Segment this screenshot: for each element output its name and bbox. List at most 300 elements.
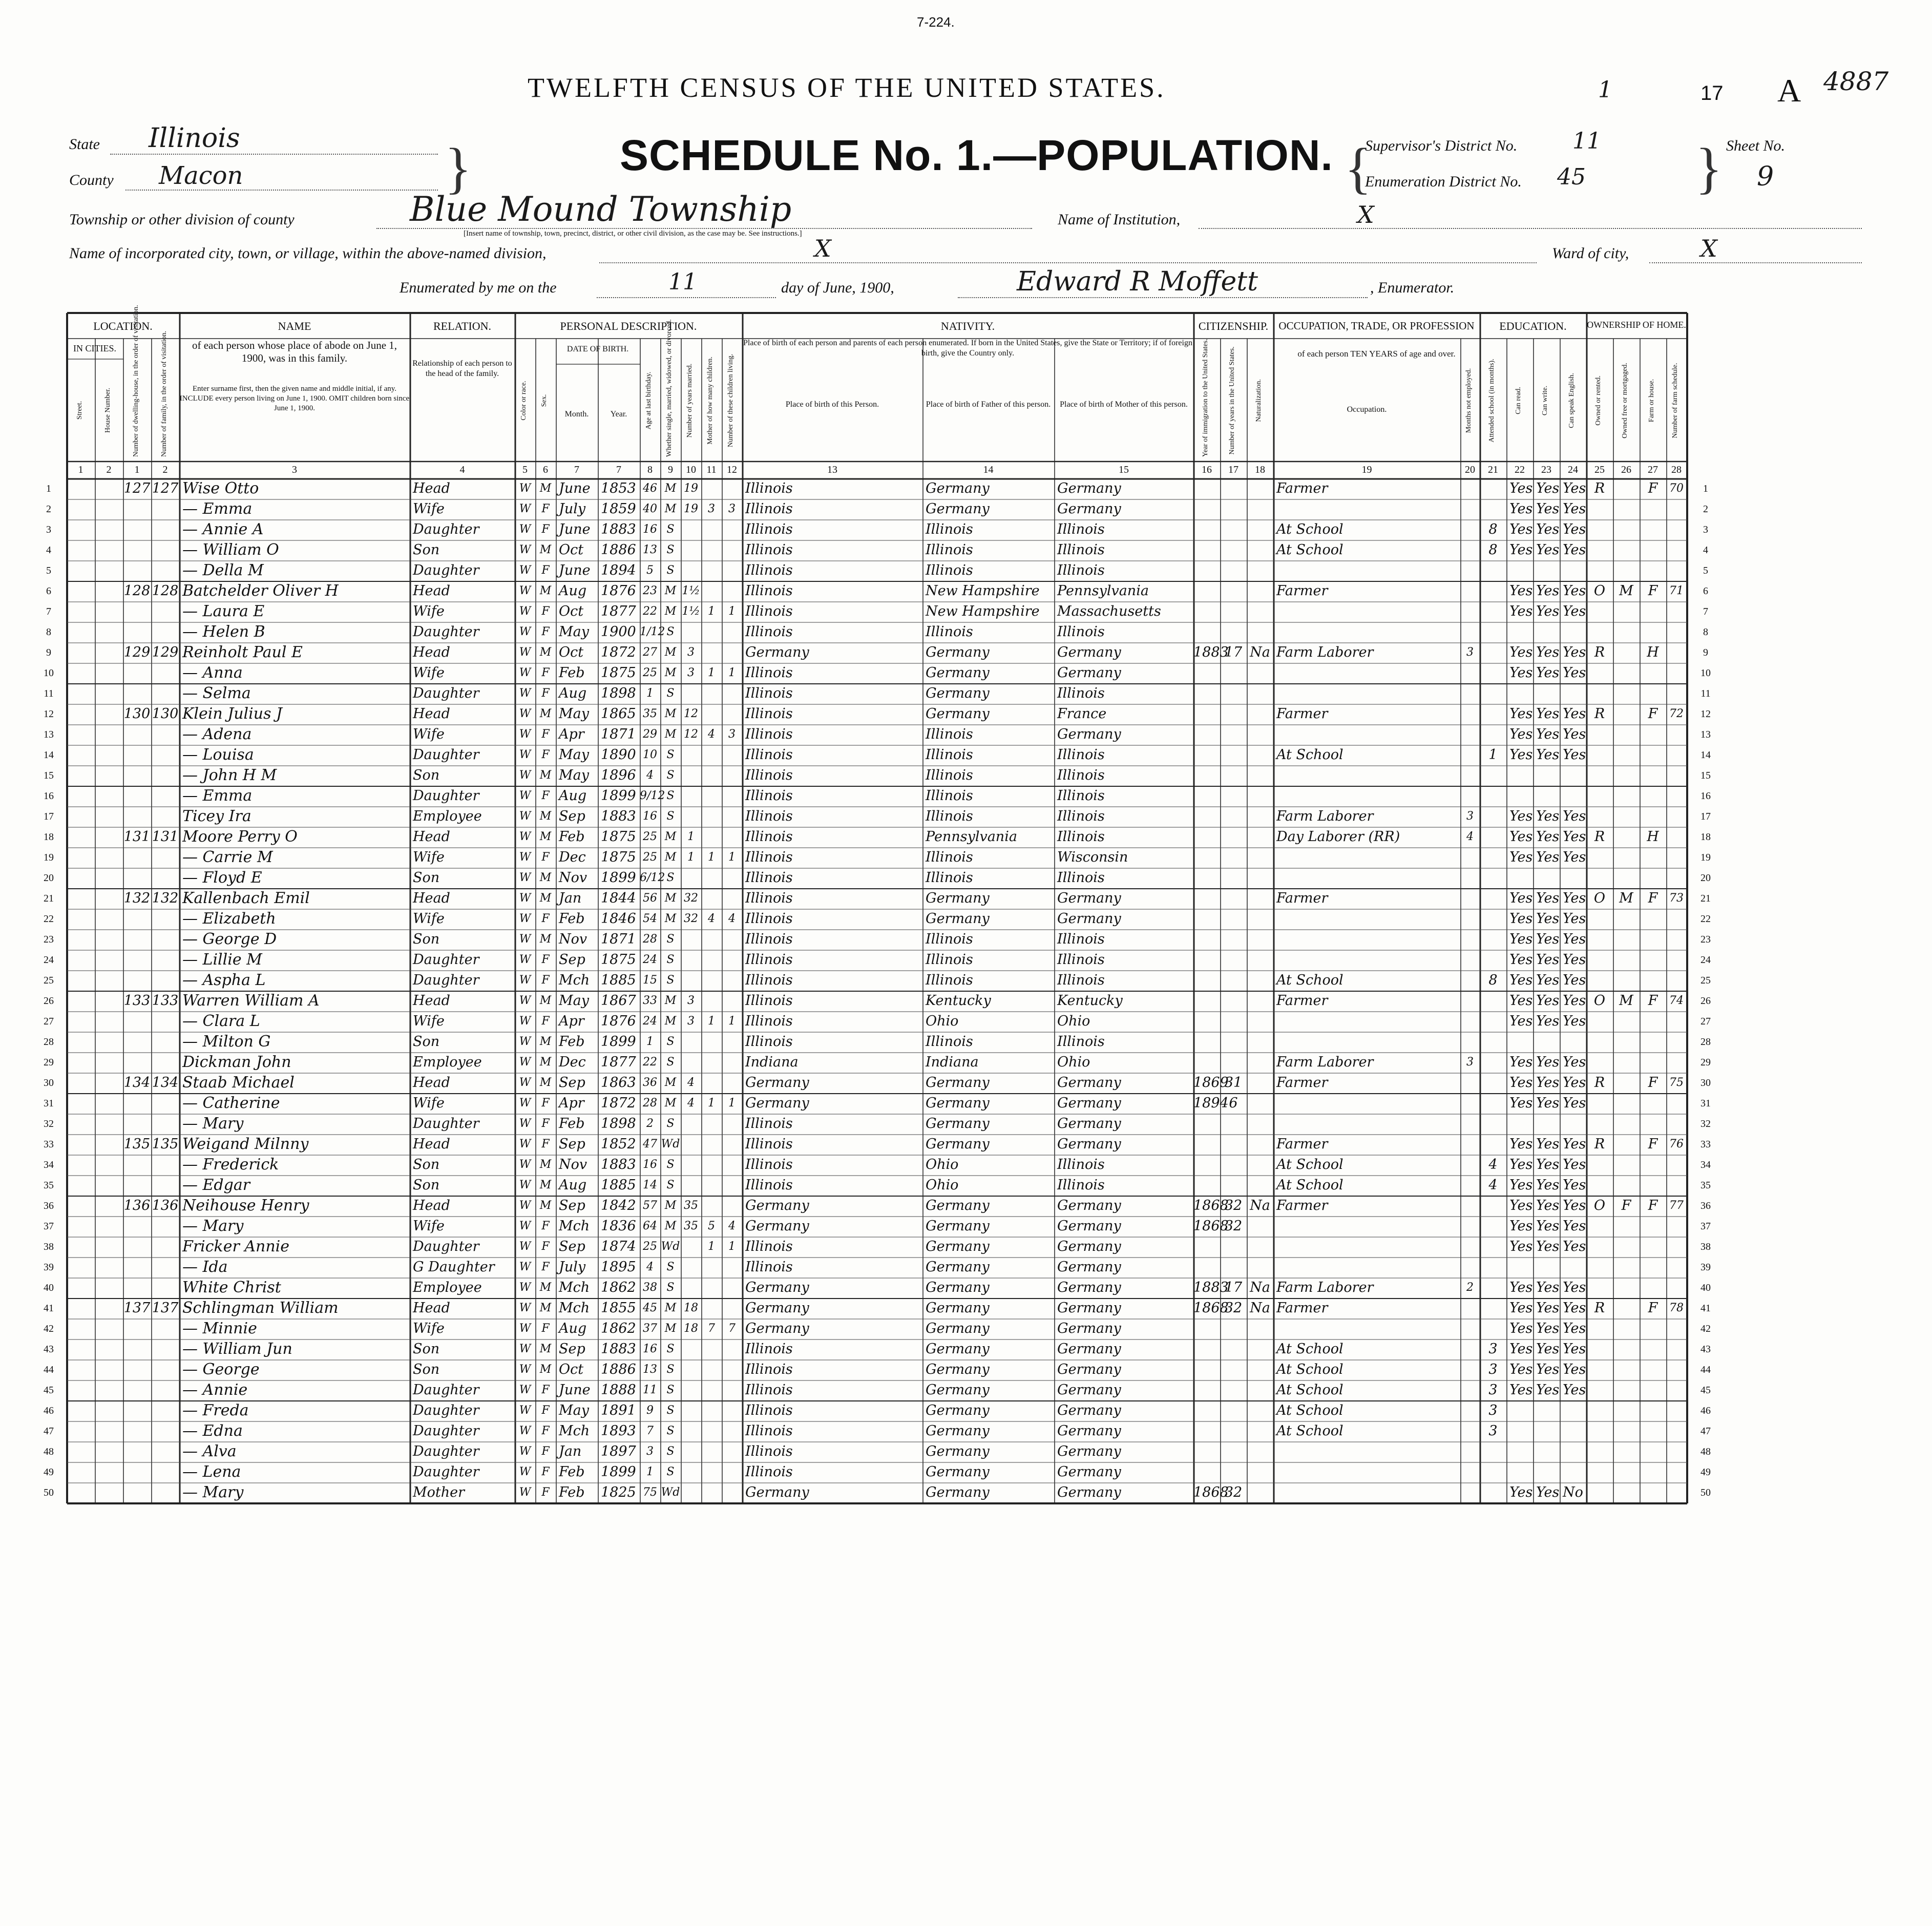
column-label-1: Street. <box>75 401 83 420</box>
enumerated-mid: day of June, 1900, <box>781 279 894 296</box>
cell-sex: F <box>541 625 550 638</box>
cell-mar: M <box>664 605 677 618</box>
line-number-left: 35 <box>44 1180 54 1191</box>
cell-race: W <box>519 1261 531 1273</box>
cell-bp: Illinois <box>745 911 793 927</box>
column-number-7: 5 <box>522 464 528 475</box>
group-name-inst: Enter surname first, then the given name and middle initial, if any. INCLUDE every person living on June 1, 1900. OMIT children born since June 1, 1900. <box>179 385 410 412</box>
line-number-left: 2 <box>46 504 51 515</box>
line-number-right: 10 <box>1700 667 1711 679</box>
cell-sex: M <box>539 646 552 659</box>
column-number-30: 27 <box>1648 464 1658 475</box>
cell-mo: June <box>559 480 591 496</box>
cell-age: 35 <box>643 707 657 720</box>
cell-sex: F <box>541 1425 550 1437</box>
cell-sch: 3 <box>1488 1423 1498 1439</box>
cell-mo: Mch <box>559 1423 590 1439</box>
cell-wr: Yes <box>1536 747 1560 763</box>
cell-wr: Yes <box>1536 542 1560 558</box>
cell-wr: Yes <box>1536 808 1560 824</box>
cell-bp: Illinois <box>745 808 793 824</box>
cell-rel: Son <box>413 542 440 558</box>
column-number-24: 21 <box>1488 464 1498 475</box>
column-number-18: 15 <box>1119 464 1129 475</box>
cell-rel: G Daughter <box>413 1259 495 1275</box>
cell-yr: 1899 <box>601 1464 636 1480</box>
corner-mark-a: A <box>1777 72 1801 109</box>
group-ownership: OWNERSHIP OF HOME. <box>1587 320 1686 330</box>
cell-bp: Illinois <box>745 1464 793 1480</box>
cell-name: — George <box>182 1360 260 1378</box>
cell-fbp: Germany <box>926 1341 990 1357</box>
cell-name: — Lillie M <box>182 951 262 969</box>
cell-rel: Daughter <box>413 1423 479 1439</box>
cell-fs: 74 <box>1669 994 1684 1007</box>
cell-wr: Yes <box>1536 603 1560 619</box>
cell-nat: Na <box>1250 1300 1270 1316</box>
cell-race: W <box>519 1117 531 1130</box>
cell-mbp: Germany <box>1057 501 1121 517</box>
cell-yr: 1859 <box>601 501 636 517</box>
cell-bp: Germany <box>745 644 809 660</box>
cell-fam: 132 <box>152 890 179 906</box>
cell-sch: 8 <box>1488 542 1498 558</box>
cell-mar: M <box>664 892 677 905</box>
cell-fbp: Illinois <box>926 849 973 865</box>
line-number-left: 36 <box>44 1200 54 1211</box>
cell-rel: Wife <box>413 603 445 619</box>
cell-rd: Yes <box>1509 849 1533 865</box>
cell-occ: Farm Laborer <box>1276 644 1374 660</box>
enumerated-day: 11 <box>668 269 697 295</box>
cell-rd: Yes <box>1509 480 1533 496</box>
column-number-10: 7 <box>616 464 621 475</box>
cell-age: 23 <box>643 584 657 597</box>
group-name: NAME <box>278 320 311 332</box>
cell-mar: S <box>666 543 675 556</box>
cell-rel: Daughter <box>413 1116 479 1132</box>
cell-mar: S <box>666 564 675 577</box>
cell-rel: Son <box>413 1157 440 1173</box>
cell-rd: Yes <box>1509 1280 1533 1295</box>
column-label-28: Owned or rented. <box>1594 375 1602 426</box>
cell-own: R <box>1594 480 1605 496</box>
cell-mbp: Germany <box>1057 1362 1121 1377</box>
group-dob: DATE OF BIRTH. <box>566 345 629 353</box>
cell-dw: 133 <box>123 993 151 1009</box>
cell-bp: Illinois <box>745 685 793 701</box>
cell-mbp: Illinois <box>1057 542 1105 558</box>
cell-ch: 1 <box>708 1015 715 1028</box>
cell-mo: May <box>559 767 589 783</box>
cell-mbp: Massachusetts <box>1057 603 1161 619</box>
cell-fbp: Illinois <box>926 972 973 988</box>
cell-bp: Illinois <box>745 870 793 886</box>
cell-nat: Na <box>1250 1280 1270 1295</box>
cell-age: 1 <box>646 1466 654 1478</box>
cell-occ: At School <box>1276 972 1343 988</box>
line-number-right: 37 <box>1700 1221 1711 1232</box>
cell-yr: 1852 <box>601 1136 636 1152</box>
column-number-21: 18 <box>1255 464 1265 475</box>
cell-occ: Farmer <box>1276 1300 1328 1316</box>
cell-mbp: Germany <box>1057 1402 1121 1418</box>
line-number-right: 5 <box>1703 565 1708 576</box>
cell-fbp: Germany <box>926 665 990 681</box>
column-number-22: 19 <box>1361 464 1372 475</box>
line-number-right: 46 <box>1700 1405 1711 1416</box>
cell-age: 1 <box>646 1035 654 1048</box>
line-number-left: 34 <box>44 1159 54 1170</box>
cell-rel: Daughter <box>413 972 479 988</box>
cell-mar: M <box>664 1302 677 1314</box>
cell-age: 16 <box>643 523 657 536</box>
column-label-24: Attended school (in months). <box>1488 359 1496 443</box>
cell-bp: Illinois <box>745 1136 793 1152</box>
cell-mbp: Illinois <box>1057 829 1105 845</box>
cell-age: 4 <box>646 769 654 782</box>
cell-mar: S <box>666 625 675 638</box>
cell-rd: Yes <box>1509 521 1533 537</box>
line-number-right: 11 <box>1700 688 1711 699</box>
cell-fam: 134 <box>152 1075 179 1091</box>
cell-rel: Daughter <box>413 1443 479 1459</box>
cell-name: — Edgar <box>182 1176 250 1194</box>
cell-yr: 1875 <box>601 829 636 845</box>
line-number-left: 21 <box>44 893 54 904</box>
cell-name: — Selma <box>182 684 251 702</box>
cell-name: — Catherine <box>182 1094 280 1112</box>
cell-bp: Illinois <box>745 583 793 599</box>
cell-occ: Farmer <box>1276 583 1328 599</box>
cell-age: 9/12 <box>640 789 665 802</box>
cell-mbp: Germany <box>1057 1116 1121 1132</box>
cell-sex: F <box>541 1138 550 1150</box>
cell-fam: 129 <box>152 644 179 660</box>
cell-ym: 19 <box>684 482 698 495</box>
cell-sch: 8 <box>1488 972 1498 988</box>
cell-mo: Aug <box>559 685 587 701</box>
cell-bp: Illinois <box>745 501 793 517</box>
cell-yr: 1872 <box>601 644 636 660</box>
cell-yr: 1899 <box>601 788 636 804</box>
cell-race: W <box>519 1056 531 1069</box>
column-label-18: Place of birth of Mother of this person. <box>1060 400 1188 409</box>
cell-mar: M <box>664 1199 677 1212</box>
cell-dw: 135 <box>123 1136 151 1152</box>
cell-race: W <box>519 1076 531 1089</box>
line-number-left: 26 <box>44 995 54 1007</box>
line-number-left: 24 <box>44 954 54 966</box>
cell-rel: Head <box>413 993 450 1009</box>
cell-age: 28 <box>643 933 657 946</box>
cell-bp: Illinois <box>745 1341 793 1357</box>
ward-value: X <box>1700 235 1717 262</box>
cell-race: W <box>519 830 531 843</box>
cell-ym: 3 <box>687 1015 695 1028</box>
line-number-right: 16 <box>1700 790 1711 802</box>
cell-yus: 32 <box>1224 1484 1243 1500</box>
cell-mbp: Illinois <box>1057 562 1105 578</box>
county-value: Macon <box>159 161 243 190</box>
cell-yr: 1883 <box>601 808 636 824</box>
supervisor-label: Supervisor's District No. <box>1365 137 1518 154</box>
cell-wr: Yes <box>1536 1484 1560 1500</box>
cell-bp: Germany <box>745 1075 809 1091</box>
cell-mar: M <box>664 646 677 659</box>
cell-race: W <box>519 1158 531 1171</box>
cell-sex: F <box>541 666 550 679</box>
line-number-left: 50 <box>44 1487 54 1498</box>
cell-rel: Son <box>413 870 440 886</box>
cell-age: 28 <box>643 1097 657 1109</box>
cell-fbp: Illinois <box>926 562 973 578</box>
cell-race: W <box>519 1363 531 1376</box>
cell-rd: Yes <box>1509 952 1533 968</box>
line-number-left: 39 <box>44 1262 54 1273</box>
cell-fam: 135 <box>152 1136 179 1152</box>
cell-yr: 1883 <box>601 1341 636 1357</box>
cell-rel: Son <box>413 1362 440 1377</box>
cell-name: Warren William A <box>182 992 320 1010</box>
ward-label: Ward of city, <box>1552 245 1629 262</box>
state-label: State <box>69 136 100 153</box>
cell-fh: F <box>1648 1136 1658 1152</box>
supervisor-value: 11 <box>1572 128 1601 154</box>
cell-en: Yes <box>1563 1218 1586 1234</box>
cell-rd: Yes <box>1509 603 1533 619</box>
cell-fbp: Germany <box>926 501 990 517</box>
cell-age: 54 <box>643 912 657 925</box>
cell-bp: Illinois <box>745 829 793 845</box>
cell-mo: Nov <box>559 1157 587 1173</box>
cell-yr: 1883 <box>601 1157 636 1173</box>
cell-mo: Aug <box>559 788 587 804</box>
cell-race: W <box>519 933 531 946</box>
cell-mo: Oct <box>559 644 584 660</box>
cell-sex: F <box>541 1220 550 1232</box>
cell-age: 36 <box>643 1076 657 1089</box>
cell-rel: Wife <box>413 1095 445 1111</box>
cell-name: — Annie <box>182 1381 248 1399</box>
cell-race: W <box>519 1404 531 1417</box>
cell-fs: 76 <box>1669 1138 1684 1150</box>
cell-name: — Emma <box>182 500 253 518</box>
cell-name: — Della M <box>182 561 264 579</box>
cell-rel: Head <box>413 480 450 496</box>
cell-mar: M <box>664 912 677 925</box>
cell-sch: 1 <box>1488 747 1498 763</box>
cell-mo: May <box>559 747 589 763</box>
line-number-left: 13 <box>44 729 54 740</box>
cell-race: W <box>519 974 531 987</box>
cell-yr: 1890 <box>601 747 636 763</box>
cell-mbp: Kentucky <box>1057 993 1123 1009</box>
cell-fbp: Germany <box>926 1402 990 1418</box>
cell-name: — Milton G <box>182 1033 271 1051</box>
cell-own: O <box>1593 1198 1606 1213</box>
cell-fbp: Germany <box>926 1116 990 1132</box>
cell-name: — Helen B <box>182 623 265 641</box>
cell-bp: Illinois <box>745 1034 793 1050</box>
cell-mbp: Ohio <box>1057 1013 1090 1029</box>
cell-bp: Illinois <box>745 1177 793 1193</box>
column-number-27: 24 <box>1568 464 1578 475</box>
cell-sex: F <box>541 523 550 536</box>
cell-fbp: Germany <box>926 480 990 496</box>
column-label-3: Number of dwelling-house, in the order of visitation. <box>132 305 140 457</box>
cell-rd: Yes <box>1509 747 1533 763</box>
cell-mo: June <box>559 562 591 578</box>
cell-wr: Yes <box>1536 1198 1560 1213</box>
cell-rd: Yes <box>1509 706 1533 722</box>
cell-rel: Head <box>413 1075 450 1091</box>
column-number-1: 1 <box>78 464 83 475</box>
cell-race: W <box>519 1220 531 1232</box>
line-number-right: 38 <box>1700 1241 1711 1252</box>
cell-en: Yes <box>1563 665 1586 681</box>
cell-mo: May <box>559 993 589 1009</box>
line-number-left: 42 <box>44 1323 54 1334</box>
cell-en: Yes <box>1563 1198 1586 1213</box>
cell-mo: Feb <box>559 1116 585 1132</box>
cell-name: — Adena <box>182 725 252 743</box>
cell-sex: M <box>539 1158 552 1171</box>
cell-mar: S <box>666 1179 675 1191</box>
cell-mo: May <box>559 1402 589 1418</box>
cell-yr: 1888 <box>601 1382 636 1398</box>
cell-mbp: Germany <box>1057 1259 1121 1275</box>
cell-sex: F <box>541 1445 550 1458</box>
column-number-25: 22 <box>1515 464 1525 475</box>
cell-ch: 4 <box>708 728 715 741</box>
cell-wr: Yes <box>1536 1157 1560 1173</box>
cell-cl: 1 <box>728 1015 736 1028</box>
cell-mo: Jan <box>559 890 582 906</box>
cell-sex: F <box>541 748 550 761</box>
line-number-right: 36 <box>1700 1200 1711 1211</box>
cell-rel: Daughter <box>413 685 479 701</box>
cell-en: Yes <box>1563 644 1586 660</box>
cell-fbp: Germany <box>926 1300 990 1316</box>
cell-en: Yes <box>1563 1157 1586 1173</box>
institution-value: X <box>1357 201 1374 228</box>
column-number-15: 12 <box>727 464 737 475</box>
cell-en: Yes <box>1563 890 1586 906</box>
cell-mbp: Germany <box>1057 890 1121 906</box>
cell-rd: Yes <box>1509 1321 1533 1336</box>
cell-race: W <box>519 1035 531 1048</box>
line-number-left: 15 <box>44 770 54 781</box>
group-relation: RELATION. <box>433 320 492 332</box>
cell-mo: Apr <box>559 726 584 742</box>
cell-rel: Wife <box>413 1321 445 1336</box>
cell-mbp: Germany <box>1057 1423 1121 1439</box>
cell-wr: Yes <box>1536 1341 1560 1357</box>
line-number-right: 26 <box>1700 995 1711 1007</box>
cell-mar: S <box>666 1466 675 1478</box>
cell-mar: S <box>666 789 675 802</box>
sheet-label: Sheet No. <box>1726 137 1785 154</box>
cell-fbp: Illinois <box>926 624 973 640</box>
cell-rel: Employee <box>413 808 482 824</box>
cell-fbp: Illinois <box>926 931 973 947</box>
line-number-left: 18 <box>44 831 54 843</box>
cell-bp: Germany <box>745 1321 809 1336</box>
cell-mo: Feb <box>559 911 585 927</box>
cell-mo: Sep <box>559 1136 585 1152</box>
cell-mo: Aug <box>559 1177 587 1193</box>
cell-fbp: Germany <box>926 890 990 906</box>
cell-en: Yes <box>1563 849 1586 865</box>
cell-wr: Yes <box>1536 1362 1560 1377</box>
cell-own: O <box>1593 583 1606 599</box>
cell-sex: F <box>541 1097 550 1109</box>
line-number-right: 31 <box>1700 1098 1711 1109</box>
cell-ch: 1 <box>708 851 715 864</box>
cell-ym: 12 <box>684 707 698 720</box>
cell-sex: M <box>539 1281 552 1294</box>
cell-mar: M <box>664 707 677 720</box>
cell-rel: Wife <box>413 911 445 927</box>
cell-name: — Carrie M <box>182 848 273 866</box>
cell-bp: Illinois <box>745 1402 793 1418</box>
cell-fh: F <box>1648 480 1658 496</box>
column-label-4: Number of family, in the order of visitation. <box>160 331 168 457</box>
cell-wr: Yes <box>1536 1382 1560 1398</box>
cell-ym: 3 <box>687 994 695 1007</box>
cell-sex: F <box>541 1015 550 1028</box>
line-number-right: 49 <box>1700 1467 1711 1478</box>
cell-rel: Daughter <box>413 521 479 537</box>
line-number-left: 16 <box>44 790 54 802</box>
cell-race: W <box>519 1179 531 1191</box>
cell-mbp: Illinois <box>1057 931 1105 947</box>
cell-name: — John H M <box>182 766 277 784</box>
cell-imm: 1868 <box>1193 1300 1229 1316</box>
cell-age: 3 <box>646 1445 654 1458</box>
cell-mar: S <box>666 1384 675 1396</box>
line-number-left: 33 <box>44 1139 54 1150</box>
line-number-left: 10 <box>44 667 54 679</box>
cell-mbp: Illinois <box>1057 624 1105 640</box>
cell-mo: Feb <box>559 829 585 845</box>
cell-ch: 7 <box>708 1322 715 1335</box>
cell-mo: Apr <box>559 1013 584 1029</box>
cell-name: — William O <box>182 541 279 559</box>
cell-mo: July <box>559 1259 586 1275</box>
cell-cl: 3 <box>728 503 736 515</box>
cell-mar: M <box>664 994 677 1007</box>
cell-mbp: Germany <box>1057 1198 1121 1213</box>
cell-name: — Minnie <box>182 1320 257 1337</box>
cell-mbp: Germany <box>1057 665 1121 681</box>
cell-rel: Wife <box>413 849 445 865</box>
cell-race: W <box>519 1138 531 1150</box>
line-number-left: 7 <box>46 606 51 617</box>
cell-mne: 3 <box>1466 810 1474 823</box>
cell-yr: 1877 <box>601 603 636 619</box>
cell-en: Yes <box>1563 1382 1586 1398</box>
line-number-right: 34 <box>1700 1159 1711 1170</box>
cell-rd: Yes <box>1509 1054 1533 1070</box>
cell-age: 2 <box>646 1117 654 1130</box>
line-number-right: 29 <box>1700 1057 1711 1068</box>
cell-mar: M <box>664 851 677 864</box>
cell-wr: Yes <box>1536 480 1560 496</box>
cell-name: — Elizabeth <box>182 910 276 928</box>
cell-fbp: Ohio <box>926 1177 959 1193</box>
